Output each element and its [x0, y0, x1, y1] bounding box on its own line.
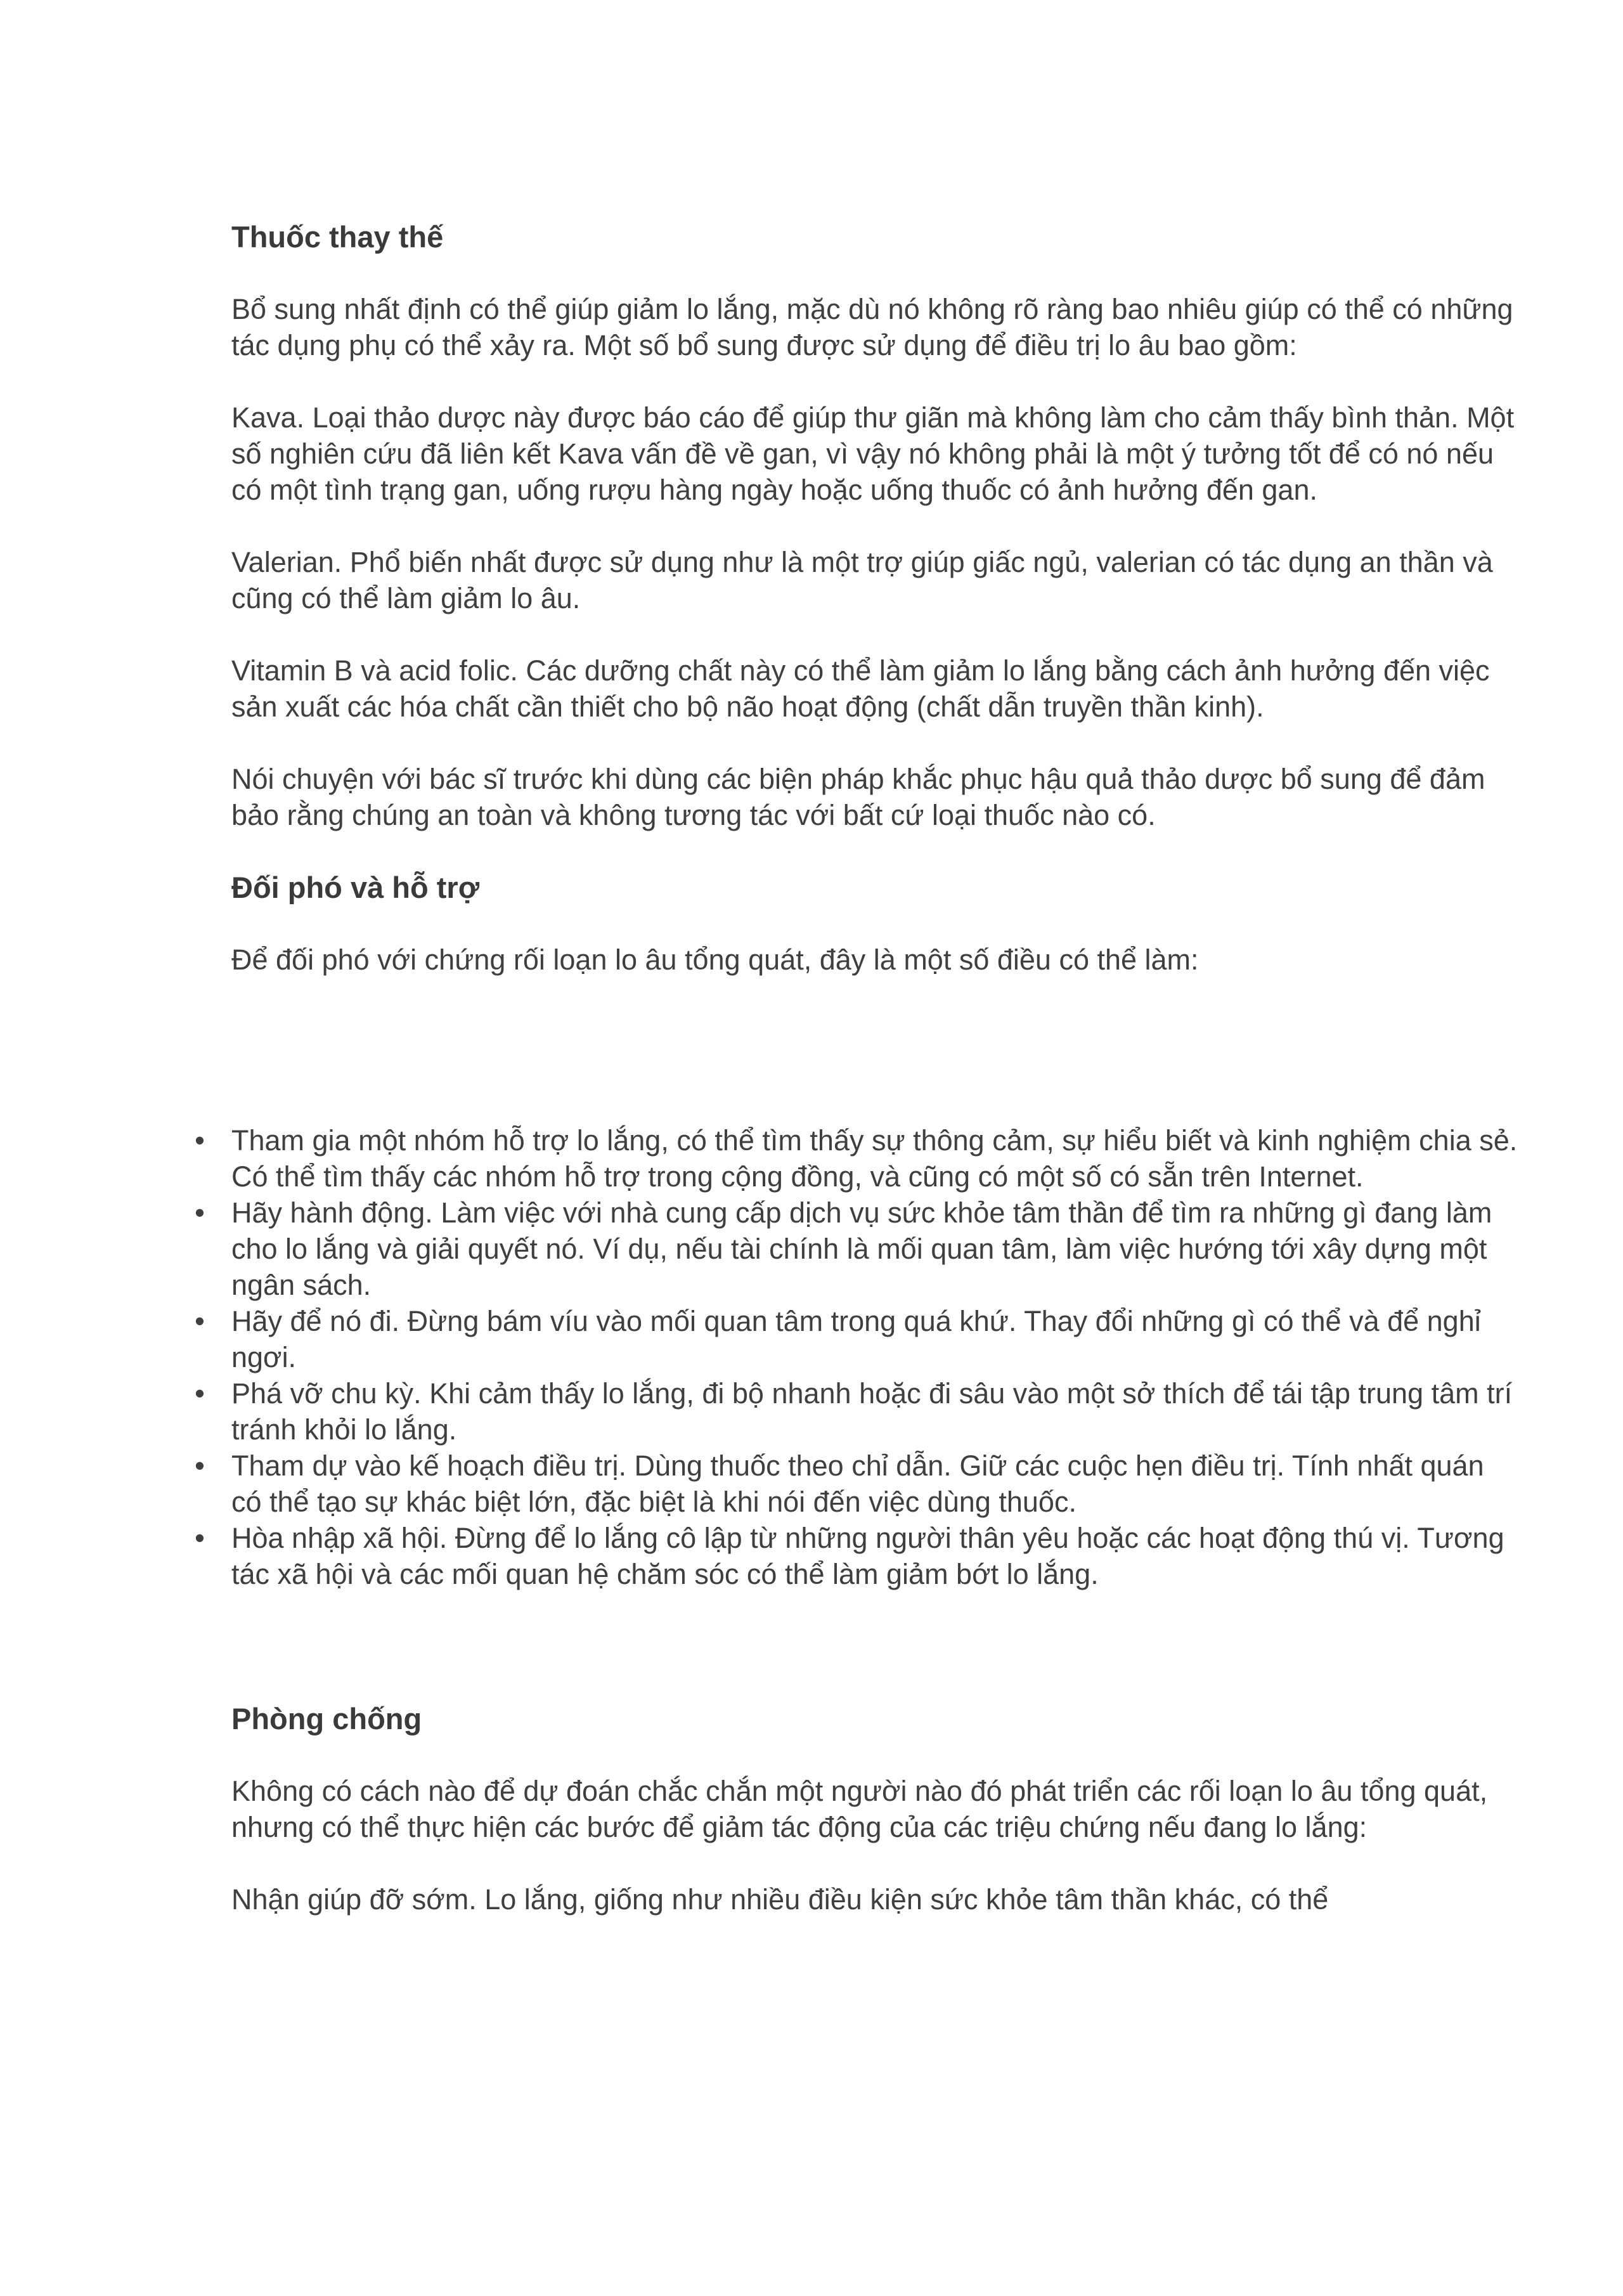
paragraph-vitamin-b: Vitamin B và acid folic. Các dưỡng chất này có thể làm giảm lo lắng bằng cách ảnh hưởng đến việc sản xuất các hóa chất cần thiết cho bộ não hoạt động (chất dẫn truyền thần kinh). — [231, 654, 1490, 723]
heading-coping-support: Đối phó và hỗ trợ — [231, 871, 480, 904]
paragraph-valerian: Valerian. Phổ biến nhất được sử dụng như là một trợ giúp giấc ngủ, valerian có tác dụng an thần và cũng có thể làm giảm lo âu. — [231, 546, 1493, 614]
heading-prevention: Phòng chống — [231, 1702, 422, 1735]
list-item — [195, 1375, 1518, 1448]
bullet-glyph: • — [195, 1197, 205, 1229]
page-content — [195, 219, 1518, 1917]
list-item — [195, 1448, 1518, 1520]
list-item-text: Hãy hành động. Làm việc với nhà cung cấp dịch vụ sức khỏe tâm thần để tìm ra những gì đang làm cho lo lắng và giải quyết nó. Ví dụ, nếu tài chính là mối quan tâm, làm việc hướng tới xây dựng một ngân sách. — [231, 1197, 1492, 1301]
paragraph-kava: Kava. Loại thảo dược này được báo cáo để giúp thư giãn mà không làm cho cảm thấy bình thản. Một số nghiên cứu đã liên kết Kava vấn đề về gan, vì vậy nó không phải là một ý tưởng tốt để có nó nếu có một tình trạng gan, uống rượu hàng ngày hoặc uống thuốc có ảnh hưởng đến gan. — [231, 401, 1515, 506]
bullet-glyph: • — [195, 1124, 205, 1157]
heading-alternative-medicine: Thuốc thay thế — [231, 220, 444, 254]
bullet-glyph: • — [195, 1377, 205, 1410]
list-item — [195, 1122, 1518, 1195]
bullet-glyph: • — [195, 1450, 205, 1482]
paragraph-early-help: Nhận giúp đỡ sớm. Lo lắng, giống như nhiều điều kiện sức khỏe tâm thần khác, có thể — [231, 1883, 1329, 1916]
bullet-glyph: • — [195, 1305, 205, 1337]
coping-list — [195, 1122, 1518, 1592]
paragraph-prevention-intro: Không có cách nào để dự đoán chắc chắn một người nào đó phát triển các rối loạn lo âu tổng quát, nhưng có thể thực hiện các bước để giảm tác động của các triệu chứng nếu đang lo lắng: — [231, 1775, 1488, 1843]
paragraph-doctor-advice: Nói chuyện với bác sĩ trước khi dùng các biện pháp khắc phục hậu quả thảo dược bổ sung để đảm bảo rằng chúng an toàn và không tương tác với bất cứ loại thuốc nào có. — [231, 763, 1485, 831]
list-item — [195, 1520, 1518, 1592]
bullet-glyph: • — [195, 1522, 205, 1554]
list-item-text: Phá vỡ chu kỳ. Khi cảm thấy lo lắng, đi bộ nhanh hoặc đi sâu vào một sở thích để tái tập trung tâm trí tránh khỏi lo lắng. — [231, 1377, 1513, 1446]
list-item — [195, 1195, 1518, 1303]
list-item-text: Hòa nhập xã hội. Đừng để lo lắng cô lập từ những người thân yêu hoặc các hoạt động thú vị. Tương tác xã hội và các mối quan hệ chăm sóc có thể làm giảm bớt lo lắng. — [231, 1522, 1504, 1590]
list-item-text: Tham gia một nhóm hỗ trợ lo lắng, có thể tìm thấy sự thông cảm, sự hiểu biết và kinh nghiệm chia sẻ. Có thể tìm thấy các nhóm hỗ trợ trong cộng đồng, và cũng có một số có sẵn trên Internet. — [231, 1124, 1518, 1193]
list-item-text: Tham dự vào kế hoạch điều trị. Dùng thuốc theo chỉ dẫn. Giữ các cuộc hẹn điều trị. Tính nhất quán có thể tạo sự khác biệt lớn, đặc biệt là khi nói đến việc dùng thuốc. — [231, 1450, 1484, 1518]
paragraph-coping-intro: Để đối phó với chứng rối loạn lo âu tổng quát, đây là một số điều có thể làm: — [231, 944, 1199, 976]
paragraph-supplements-intro: Bổ sung nhất định có thể giúp giảm lo lắng, mặc dù nó không rõ ràng bao nhiêu giúp có thể có những tác dụng phụ có thể xảy ra. Một số bổ sung được sử dụng để điều trị lo âu bao gồm: — [231, 293, 1513, 361]
list-item — [195, 1303, 1518, 1375]
list-item-text: Hãy để nó đi. Đừng bám víu vào mối quan tâm trong quá khứ. Thay đổi những gì có thể và để nghỉ ngơi. — [231, 1305, 1481, 1373]
